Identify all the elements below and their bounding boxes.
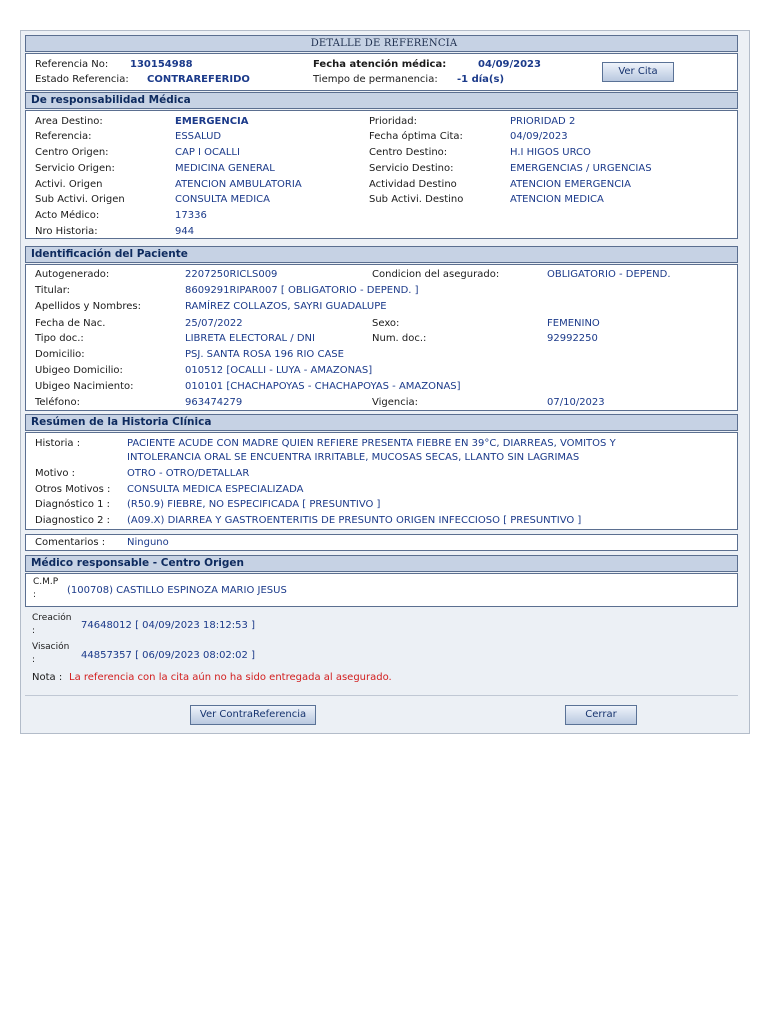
section-header-historia: Resúmen de la Historia Clínica [25,414,738,431]
medical-responsibility-section [25,110,738,239]
vigencia-value: 07/10/2023 [547,397,605,408]
resp-left-value: EMERGENCIA [175,116,249,127]
diagnostico-1-label: Diagnóstico 1 : [35,499,111,510]
historia-line-2: INTOLERANCIA ORAL SE ENCUENTRA IRRITABLE, MUCOSAS SECAS, LLANTO SIN LAGRIMAS [127,452,580,463]
telefono-label: Teléfono: [35,397,80,408]
ubigeo-domicilio-value: 010512 [OCALLI - LUYA - AMAZONAS] [185,365,373,376]
fecha-atencion-label: Fecha atención médica: [313,59,447,70]
resp-left-value: 17336 [175,210,207,221]
ref-no-value: 130154988 [130,59,193,70]
ubigeo-nacimiento-label: Ubigeo Nacimiento: [35,381,134,392]
sexo-value: FEMENINO [547,318,600,329]
resp-left-label: Area Destino: [35,116,103,127]
historia-label: Historia : [35,438,81,449]
referral-detail-panel [20,30,750,734]
condicion-label: Condicion del asegurado: [372,269,500,280]
nombres-label: Apellidos y Nombres: [35,301,141,312]
resp-left-value: ATENCION AMBULATORIA [175,179,302,190]
cerrar-button[interactable]: Cerrar [565,705,637,725]
otros-motivos-value: CONSULTA MEDICA ESPECIALIZADA [127,484,304,495]
cmp-colon: : [33,590,37,600]
domicilio-value: PSJ. SANTA ROSA 196 RIO CASE [185,349,344,360]
titular-value: 8609291RIPAR007 [ OBLIGATORIO - DEPEND. ] [185,285,419,296]
resp-left-value: CONSULTA MEDICA [175,194,270,205]
comments-section [25,534,738,551]
visacion-label: Visación [32,642,70,652]
resp-right-label: Actividad Destino [369,179,457,190]
resp-right-value: PRIORIDAD 2 [510,116,576,127]
autogenerado-value: 2207250RICLS009 [185,269,278,280]
motivo-value: OTRO - OTRO/DETALLAR [127,468,250,479]
otros-motivos-label: Otros Motivos : [35,484,111,495]
resp-left-value: 944 [175,226,195,237]
num-doc-value: 92992250 [547,333,598,344]
diagnostico-2-value: (A09.X) DIARREA Y GASTROENTERITIS DE PRESUNTO ORIGEN INFECCIOSO [ PRESUNTIVO ] [127,515,582,526]
resp-right-value: EMERGENCIAS / URGENCIAS [510,163,652,174]
resp-left-label: Nro Historia: [35,226,98,237]
ubigeo-nacimiento-value: 010101 [CHACHAPOYAS - CHACHAPOYAS - AMAZONAS] [185,381,461,392]
resp-left-label: Centro Origen: [35,147,109,158]
diagnostico-2-label: Diagnostico 2 : [35,515,111,526]
tiempo-value: -1 día(s) [457,74,505,85]
estado-label: Estado Referencia: [35,74,129,85]
motivo-label: Motivo : [35,468,76,479]
patient-section [25,264,738,411]
tipo-doc-value: LIBRETA ELECTORAL / DNI [185,333,315,344]
ubigeo-domicilio-label: Ubigeo Domicilio: [35,365,123,376]
resp-left-label: Referencia: [35,131,92,142]
resp-left-label: Sub Activi. Origen [35,194,125,205]
estado-value: CONTRAREFERIDO [147,74,250,85]
ref-no-label: Referencia No: [35,59,109,70]
fecha-nac-value: 25/07/2022 [185,318,243,329]
num-doc-label: Num. doc.: [372,333,427,344]
ver-cita-button[interactable]: Ver Cita [602,62,674,82]
nota-text: La referencia con la cita aún no ha sido entregada al asegurado. [69,672,392,683]
resp-right-label: Sub Activi. Destino [369,194,464,205]
resp-left-label: Activi. Origen [35,179,103,190]
section-header-medico: Médico responsable - Centro Origen [25,555,738,572]
sexo-label: Sexo: [372,318,400,329]
tipo-doc-label: Tipo doc.: [35,333,84,344]
fecha-atencion-value: 04/09/2023 [478,59,541,70]
tiempo-label: Tiempo de permanencia: [313,74,438,85]
comentarios-value: Ninguno [127,537,169,548]
resp-right-label: Centro Destino: [369,147,448,158]
cmp-value: (100708) CASTILLO ESPINOZA MARIO JESUS [67,585,287,596]
resp-right-value: ATENCION MEDICA [510,194,604,205]
titular-label: Titular: [35,285,71,296]
resp-right-label: Prioridad: [369,116,417,127]
resp-right-label: Servicio Destino: [369,163,454,174]
creacion-colon: : [32,626,36,636]
fecha-nac-label: Fecha de Nac. [35,318,106,329]
section-header-responsabilidad: De responsabilidad Médica [25,92,738,109]
cmp-label: C.M.P [33,577,59,587]
resp-right-label: Fecha óptima Cita: [369,131,463,142]
vigencia-label: Vigencia: [372,397,419,408]
resp-left-value: ESSALUD [175,131,222,142]
diagnostico-1-value: (R50.9) FIEBRE, NO ESPECIFICADA [ PRESUNTIVO ] [127,499,381,510]
resp-right-value: 04/09/2023 [510,131,568,142]
telefono-value: 963474279 [185,397,243,408]
resp-left-label: Acto Médico: [35,210,100,221]
historia-line-1: PACIENTE ACUDE CON MADRE QUIEN REFIERE PRESENTA FIEBRE EN 39°C, DIARREAS, VOMITOS Y [127,438,616,449]
condicion-value: OBLIGATORIO - DEPEND. [547,269,671,280]
creacion-value: 74648012 [ 04/09/2023 18:12:53 ] [81,620,255,631]
doctor-section [25,573,738,607]
resp-right-value: H.I HIGOS URCO [510,147,591,158]
page-title: DETALLE DE REFERENCIA [25,35,738,52]
resp-right-value: ATENCION EMERGENCIA [510,179,631,190]
nota-label: Nota : [32,672,63,683]
creacion-label: Creación [32,613,72,623]
resp-left-label: Servicio Origen: [35,163,115,174]
nombres-value: RAMÍREZ COLLAZOS, SAYRI GUADALUPE [185,301,387,312]
domicilio-label: Domicilio: [35,349,85,360]
comentarios-label: Comentarios : [35,537,106,548]
visacion-colon: : [32,655,36,665]
autogenerado-label: Autogenerado: [35,269,110,280]
resp-left-value: MEDICINA GENERAL [175,163,275,174]
clinical-history-section [25,432,738,530]
ver-contrareferencia-button[interactable]: Ver ContraReferencia [190,705,316,725]
visacion-value: 44857357 [ 06/09/2023 08:02:02 ] [81,650,255,661]
resp-left-value: CAP I OCALLI [175,147,240,158]
section-header-paciente: Identificación del Paciente [25,246,738,263]
